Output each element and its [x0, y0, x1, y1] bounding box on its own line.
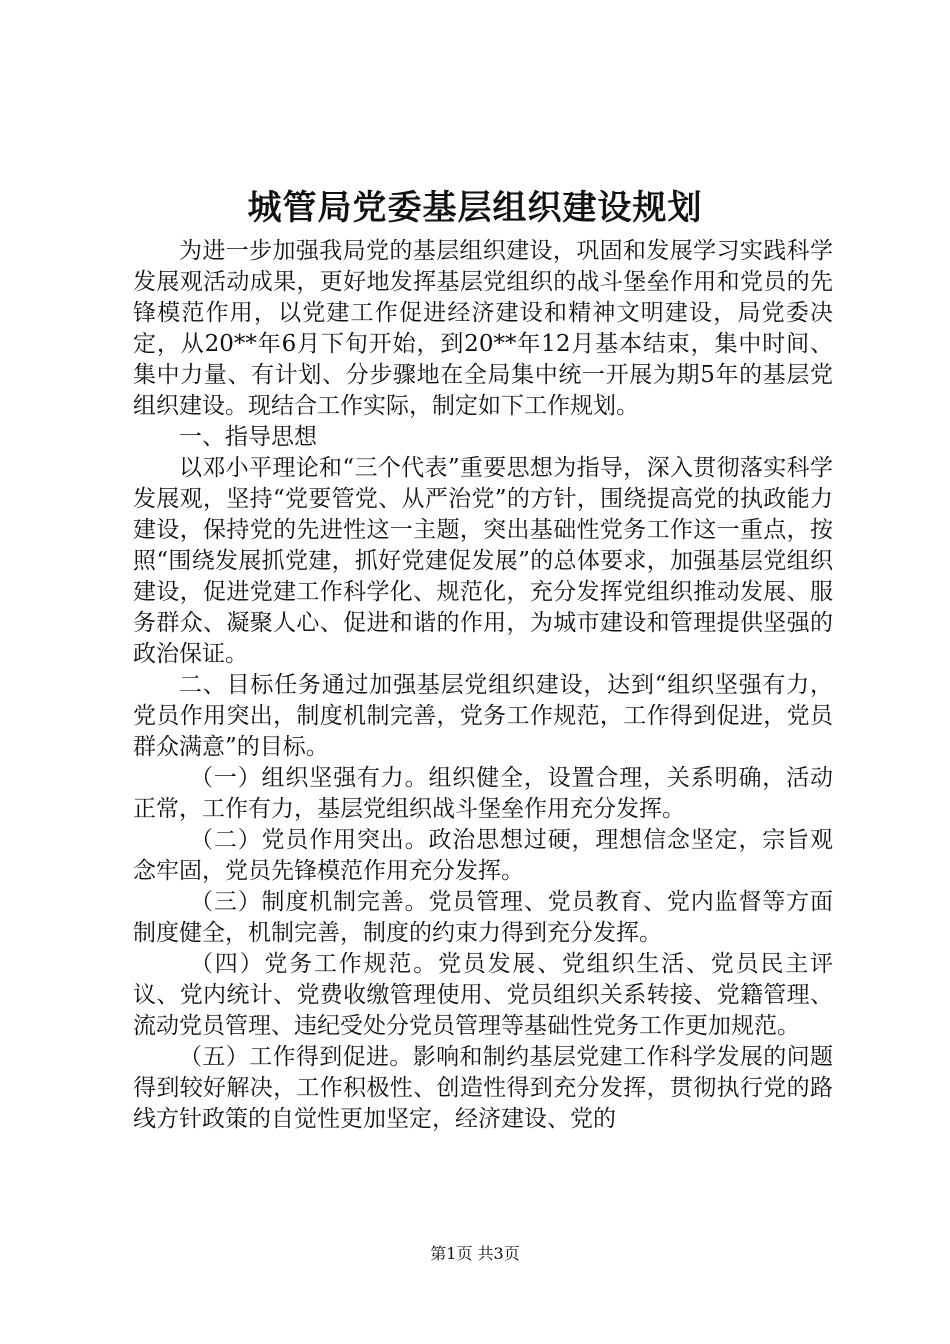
page-number: 第1页 共3页: [430, 1244, 520, 1263]
paragraph-objective-1: （一）组织坚强有力。组织健全，设置合理，关系明确，活动正常，工作有力，基层党组织战斗堡垒作用充分发挥。: [133, 765, 833, 822]
paragraph-objective-2: （二）党员作用突出。政治思想过硬，理想信念坚定，宗旨观念牢固，党员先锋模范作用充分发挥。: [133, 827, 833, 884]
paragraph-objectives: 二、目标任务通过加强基层党组织建设，达到“组织坚强有力，党员作用突出，制度机制完善，党务工作规范，工作得到促进，党员群众满意”的目标。: [133, 672, 833, 760]
paragraph-guiding-ideology: 以邓小平理论和“三个代表”重要思想为指导，深入贯彻落实科学发展观，坚持“党要管党、从严治党”的方针，围绕提高党的执政能力建设，保持党的先进性这一主题，突出基础性党务工作这一重点，按照“围绕发展抓党建，抓好党建促发展”的总体要求，加强基层党组织建设，促进党建工作科学化、规范化，充分发挥党组织推动发展、服务群众、凝聚人心、促进和谐的作用，为城市建设和管理提供坚强的政治保证。: [133, 455, 833, 667]
document-title: 城管局党委基层组织建设规划: [247, 188, 703, 228]
heading-guiding-ideology: 一、指导思想: [179, 424, 317, 450]
paragraph-objective-4: （四）党务工作规范。党员发展、党组织生活、党员民主评议、党内统计、党费收缴管理使用、党员组织关系转接、党籍管理、流动党员管理、违纪受处分党员管理等基础性党务工作更加规范。: [133, 951, 833, 1039]
paragraph-objective-3: （三）制度机制完善。党员管理、党员教育、党内监督等方面制度健全，机制完善，制度的约束力得到充分发挥。: [133, 889, 833, 946]
document-body: [133, 236, 833, 1135]
paragraph-intro: 为进一步加强我局党的基层组织建设，巩固和发展学习实践科学发展观活动成果，更好地发挥基层党组织的战斗堡垒作用和党员的先锋模范作用，以党建工作促进经济建设和精神文明建设，局党委决定，从20**年6月下旬开始，到20**年12月基本结束，集中时间、集中力量、有计划、分步骤地在全局集中统一开展为期5年的基层党组织建设。现结合工作实际，制定如下工作规划。: [133, 238, 833, 419]
paragraph-objective-5: （五）工作得到促进。影响和制约基层党建工作科学发展的问题得到较好解决，工作积极性、创造性得到充分发挥，贯彻执行党的路线方针政策的自觉性更加坚定，经济建设、党的: [133, 1044, 833, 1132]
